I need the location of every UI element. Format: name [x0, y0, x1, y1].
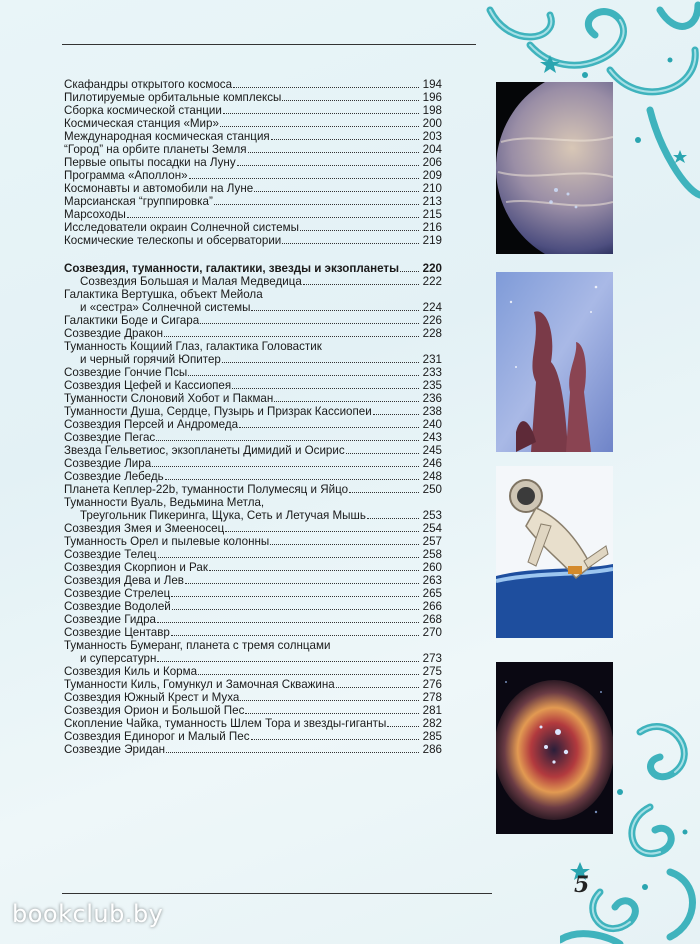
dot-leader: [245, 712, 419, 714]
dot-leader: [220, 125, 419, 127]
toc-entry-title: Созвездие Телец: [64, 548, 157, 561]
toc-entry[interactable]: [64, 457, 442, 470]
dot-leader: [274, 400, 419, 402]
nebula-pillars-photo: [496, 272, 613, 452]
toc-entry[interactable]: [64, 509, 442, 522]
toc-entry-page: 265: [422, 587, 442, 600]
dot-leader: [303, 283, 419, 285]
toc-entry-title: Созвездия Единорог и Малый Пес: [64, 730, 250, 743]
dot-leader: [188, 374, 419, 376]
toc-entry-page: 257: [422, 535, 442, 548]
toc-entry[interactable]: [64, 600, 442, 613]
toc-entry-page: 254: [422, 522, 442, 535]
dot-leader: [171, 595, 419, 597]
toc-entry-page: 246: [422, 457, 442, 470]
toc-entry-page: 236: [422, 392, 442, 405]
toc-entry-title: Звезда Гельветиос, экзопланеты Димидий и Осирис: [64, 444, 345, 457]
dot-leader: [346, 452, 419, 454]
toc-entry[interactable]: [64, 353, 442, 366]
toc-entry-page: 248: [422, 470, 442, 483]
toc-entry-title: Планета Кеплер-22b, туманности Полумесяц и Яйцо: [64, 483, 349, 496]
v838-star-photo: [496, 662, 613, 834]
toc-entry[interactable]: [64, 652, 442, 665]
toc-entry-page: 240: [422, 418, 442, 431]
toc-entry-title: Сборка космической станции: [64, 104, 222, 117]
toc-entry[interactable]: [64, 691, 442, 704]
toc-entry-page: 222: [422, 275, 442, 288]
toc-entry-page: 228: [422, 327, 442, 340]
dot-leader: [233, 86, 419, 88]
dot-leader: [189, 177, 419, 179]
toc-entry[interactable]: [64, 470, 442, 483]
toc-entry-title: Скопление Чайка, туманность Шлем Тора и звезды-гиганты: [64, 717, 387, 730]
toc-entry-title: Созвездия Орион и Большой Пес: [64, 704, 245, 717]
toc-entry[interactable]: [64, 195, 442, 208]
toc-entry-continued-title: Туманность Бумеранг, планета с тремя солнцами: [64, 639, 331, 652]
dot-leader: [156, 439, 419, 441]
toc-entry-page: 204: [422, 143, 442, 156]
toc-entry-page: 273: [422, 652, 442, 665]
toc-entry-title: и черный горячий Юпитер: [80, 353, 221, 366]
dot-leader: [282, 242, 419, 244]
dot-leader: [232, 387, 419, 389]
toc-entry-title: Созвездия, туманности, галактики, звезды и экзопланеты: [64, 262, 400, 275]
dot-leader: [209, 569, 419, 571]
toc-entry[interactable]: [64, 483, 442, 496]
toc-entry-page: 270: [422, 626, 442, 639]
toc-entry[interactable]: [64, 91, 442, 104]
toc-entry[interactable]: [64, 392, 442, 405]
toc-entry-title: Созвездие Стрелец: [64, 587, 171, 600]
toc-entry-page: 286: [422, 743, 442, 756]
toc-entry[interactable]: [64, 743, 442, 756]
dot-leader: [214, 203, 419, 205]
toc-entry-title: “Город” на орбите планеты Земля: [64, 143, 247, 156]
astronaut-photo: [496, 466, 613, 638]
toc-entry[interactable]: [64, 626, 442, 639]
toc-entry-page: 213: [422, 195, 442, 208]
toc-entry-title: Созвездие Водолей: [64, 600, 171, 613]
toc-entry-page: 260: [422, 561, 442, 574]
toc-entry-page: 224: [422, 301, 442, 314]
toc-entry-page: 226: [422, 314, 442, 327]
dot-leader: [157, 621, 419, 623]
toc-entry-page: 268: [422, 613, 442, 626]
toc-entry-continued-title: Галактика Вертушка, объект Мейола: [64, 288, 263, 301]
toc-entry-page: 282: [422, 717, 442, 730]
toc-entry[interactable]: [64, 613, 442, 626]
toc-entry[interactable]: [64, 78, 442, 91]
table-of-contents: [64, 78, 442, 756]
dot-leader: [240, 699, 419, 701]
bottom-rule: [62, 893, 492, 894]
toc-entry-page: 243: [422, 431, 442, 444]
toc-entry-title: Космические телескопы и обсерватории: [64, 234, 282, 247]
dot-leader: [200, 322, 419, 324]
toc-entry-title: Созвездия Змея и Змееносец: [64, 522, 225, 535]
toc-entry-page: 200: [422, 117, 442, 130]
toc-entry-title: и суперсатурн: [80, 652, 157, 665]
toc-entry-title: Пилотируемые орбитальные комплексы: [64, 91, 282, 104]
toc-entry-page: 216: [422, 221, 442, 234]
toc-entry[interactable]: [64, 574, 442, 587]
toc-entry-page: 238: [422, 405, 442, 418]
toc-entry[interactable]: [64, 587, 442, 600]
toc-entry-title: Марсианская “группировка”: [64, 195, 213, 208]
dot-leader: [248, 151, 419, 153]
jupiter-photo: [496, 82, 613, 254]
dot-leader: [349, 491, 419, 493]
toc-entry[interactable]: [64, 522, 442, 535]
toc-entry-page: 198: [422, 104, 442, 117]
toc-entry-page: 285: [422, 730, 442, 743]
dot-leader: [251, 309, 419, 311]
toc-entry-title: Созвездие Пегас: [64, 431, 156, 444]
toc-entry-page: 235: [422, 379, 442, 392]
toc-entry[interactable]: [64, 405, 442, 418]
toc-entry-title: Галактики Боде и Сигара: [64, 314, 200, 327]
toc-entry-title: Созвездия Южный Крест и Муха: [64, 691, 240, 704]
toc-entry[interactable]: [64, 327, 442, 340]
toc-entry-page: 263: [422, 574, 442, 587]
toc-entry-page: 266: [422, 600, 442, 613]
dot-leader: [172, 608, 419, 610]
toc-entry-page: 250: [422, 483, 442, 496]
toc-entry-page: 245: [422, 444, 442, 457]
toc-entry-title: Туманности Слоновий Хобот и Пакман: [64, 392, 274, 405]
dot-leader: [400, 270, 419, 272]
toc-entry-title: Созвездие Центавр: [64, 626, 170, 639]
toc-entry-title: Созвездие Гидра: [64, 613, 156, 626]
toc-entry[interactable]: [64, 444, 442, 457]
toc-entry-title: Созвездие Лебедь: [64, 470, 164, 483]
dot-leader: [373, 413, 419, 415]
toc-entry[interactable]: [64, 143, 442, 156]
toc-entry-title: и «сестра» Солнечной системы: [80, 301, 251, 314]
dot-leader: [222, 361, 419, 363]
dot-leader: [185, 582, 419, 584]
toc-entry-title: Треугольник Пикеринга, Щука, Сеть и Летучая Мышь: [80, 509, 366, 522]
toc-entry-title: Созвездие Гончие Псы: [64, 366, 188, 379]
dot-leader: [271, 138, 419, 140]
dot-leader: [171, 634, 419, 636]
dot-leader: [282, 99, 419, 101]
dot-leader: [164, 335, 419, 337]
dot-leader: [223, 112, 419, 114]
toc-section-heading[interactable]: [64, 262, 442, 275]
toc-entry[interactable]: [64, 117, 442, 130]
dot-leader: [237, 164, 419, 166]
toc-entry-page: 281: [422, 704, 442, 717]
toc-entry-title: Созвездия Цефей и Кассиопея: [64, 379, 232, 392]
toc-entry[interactable]: [64, 535, 442, 548]
toc-entry-title: Космическая станция «Мир»: [64, 117, 219, 130]
toc-entry-page: 276: [422, 678, 442, 691]
toc-entry-title: Марсоходы: [64, 208, 126, 221]
toc-entry-page: 209: [422, 169, 442, 182]
dot-leader: [270, 543, 419, 545]
toc-entry-title: Созвездия Персей и Андромеда: [64, 418, 239, 431]
toc-entry-title: Созвездие Лира: [64, 457, 152, 470]
toc-entry-title: Космонавты и автомобили на Луне: [64, 182, 254, 195]
toc-entry-title: Туманность Орел и пылевые колонны: [64, 535, 270, 548]
toc-entry[interactable]: [64, 221, 442, 234]
toc-entry-title: Международная космическая станция: [64, 130, 270, 143]
toc-entry-page: 231: [422, 353, 442, 366]
toc-entry[interactable]: [64, 717, 442, 730]
toc-entry[interactable]: [64, 104, 442, 117]
toc-entry-title: Исследователи окраин Солнечной системы: [64, 221, 299, 234]
toc-entry-title: Программа «Аполлон»: [64, 169, 188, 182]
toc-entry-page: 278: [422, 691, 442, 704]
dot-leader: [251, 738, 419, 740]
dot-leader: [367, 517, 419, 519]
toc-entry[interactable]: [64, 156, 442, 169]
top-rule: [62, 44, 476, 45]
toc-entry-title: Скафандры открытого космоса: [64, 78, 233, 91]
toc-entry-page: 206: [422, 156, 442, 169]
toc-entry-page: 196: [422, 91, 442, 104]
toc-entry-title: Созвездие Эридан: [64, 743, 166, 756]
dot-leader: [127, 216, 419, 218]
dot-leader: [158, 556, 419, 558]
toc-entry-continued-title: Туманность Кощиий Глаз, галактика Головастик: [64, 340, 322, 353]
toc-entry-page: 253: [422, 509, 442, 522]
toc-entry[interactable]: [64, 182, 442, 195]
toc-entry-page: 258: [422, 548, 442, 561]
dot-leader: [198, 673, 419, 675]
toc-entry-title: Первые опыты посадки на Луну: [64, 156, 236, 169]
toc-entry[interactable]: [64, 130, 442, 143]
toc-entry-page: 275: [422, 665, 442, 678]
toc-entry[interactable]: [64, 418, 442, 431]
toc-entry-page: 215: [422, 208, 442, 221]
toc-entry-page: 220: [422, 262, 442, 275]
toc-entry[interactable]: [64, 275, 442, 288]
dot-leader: [157, 660, 419, 662]
watermark-text: bookclub.by: [12, 900, 164, 928]
toc-entry-title: Созвездия Киль и Корма: [64, 665, 198, 678]
dot-leader: [387, 725, 419, 727]
toc-entry-continued-title: Туманности Вуаль, Ведьмина Метла,: [64, 496, 265, 509]
toc-entry-title: Туманности Душа, Сердце, Пузырь и Призрак Кассиопеи: [64, 405, 372, 418]
toc-entry[interactable]: [64, 301, 442, 314]
toc-entry[interactable]: [64, 665, 442, 678]
toc-entry[interactable]: [64, 704, 442, 717]
toc-entry[interactable]: [64, 548, 442, 561]
dot-leader: [300, 229, 419, 231]
toc-entry[interactable]: [64, 314, 442, 327]
toc-entry-title: Созвездие Дракон: [64, 327, 163, 340]
toc-entry[interactable]: [64, 169, 442, 182]
dot-leader: [166, 751, 419, 753]
toc-entry-page: 203: [422, 130, 442, 143]
toc-entry-page: 233: [422, 366, 442, 379]
toc-entry-page: 194: [422, 78, 442, 91]
toc-entry[interactable]: [64, 678, 442, 691]
dot-leader: [152, 465, 419, 467]
dot-leader: [225, 530, 419, 532]
toc-entry[interactable]: [64, 234, 442, 247]
toc-entry[interactable]: [64, 730, 442, 743]
toc-entry[interactable]: [64, 379, 442, 392]
dot-leader: [239, 426, 419, 428]
toc-entry[interactable]: [64, 561, 442, 574]
toc-entry[interactable]: [64, 208, 442, 221]
toc-entry[interactable]: [64, 431, 442, 444]
toc-entry[interactable]: [64, 366, 442, 379]
dot-leader: [165, 478, 419, 480]
toc-entry-page: 210: [422, 182, 442, 195]
toc-entry-title: Созвездия Большая и Малая Медведица: [80, 275, 302, 288]
toc-entry-page: 219: [422, 234, 442, 247]
page-number: 5: [574, 872, 590, 898]
toc-entry-title: Созвездия Скорпион и Рак: [64, 561, 208, 574]
toc-entry-title: Туманности Киль, Гомункул и Замочная Скважина: [64, 678, 335, 691]
dot-leader: [254, 190, 419, 192]
dot-leader: [336, 686, 419, 688]
toc-entry-title: Созвездия Дева и Лев: [64, 574, 184, 587]
